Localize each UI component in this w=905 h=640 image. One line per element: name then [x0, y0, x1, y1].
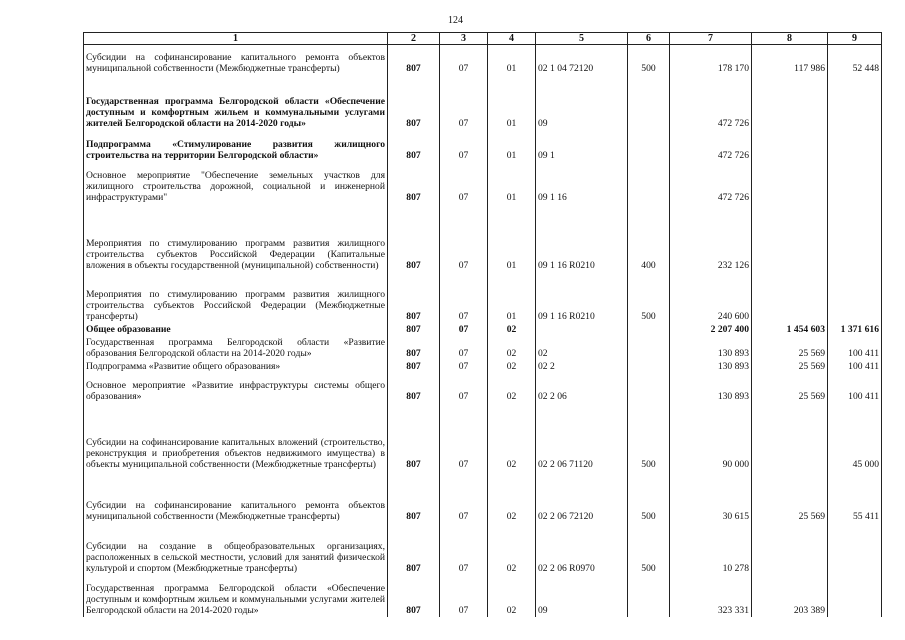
- row-cell-col3: 07: [440, 373, 488, 403]
- row-cell-col8: 25 569: [752, 336, 828, 360]
- row-cell-col7: 130 893: [670, 373, 752, 403]
- row-cell-col2: 807: [388, 204, 440, 272]
- row-cell-col4: 01: [488, 45, 536, 75]
- row-cell-col9: [828, 272, 882, 323]
- row-cell-col2: 807: [388, 45, 440, 75]
- row-cell-col3: 07: [440, 523, 488, 575]
- row-name-cell: Основное мероприятие «Развитие инфраструктуры системы общего образования»: [84, 373, 388, 403]
- row-cell-col3: 07: [440, 272, 488, 323]
- row-name-cell: Общее образование: [84, 323, 388, 336]
- row-cell-col7: 178 170: [670, 45, 752, 75]
- row-cell-col8: [752, 75, 828, 130]
- row-cell-col4: 01: [488, 130, 536, 162]
- row-cell-col2: 807: [388, 575, 440, 617]
- row-name-cell: Субсидии на софинансирование капитального ремонта объектов муниципальной собственности (Межбюджетные трансферты): [84, 45, 388, 75]
- col-header-8: 8: [752, 33, 828, 45]
- table-row: [84, 523, 882, 575]
- row-cell-col5: 09 1 16 R0210: [536, 204, 628, 272]
- row-cell-col3: 07: [440, 323, 488, 336]
- row-cell-col8: [752, 272, 828, 323]
- row-cell-col8: 25 569: [752, 373, 828, 403]
- row-cell-col4: 01: [488, 162, 536, 204]
- row-cell-col6: [628, 130, 670, 162]
- row-name-cell: Государственная программа Белгородской области «Обеспечение доступным и комфортным жильем и коммунальными услугами жителей Белгородской области на 2014-2020 годы»: [84, 575, 388, 617]
- row-cell-col9: 52 448: [828, 45, 882, 75]
- row-cell-col8: 1 454 603: [752, 323, 828, 336]
- row-cell-col8: 117 986: [752, 45, 828, 75]
- row-cell-col8: 25 569: [752, 360, 828, 373]
- table-row: [84, 373, 882, 403]
- row-cell-col3: 07: [440, 575, 488, 617]
- row-cell-col8: [752, 204, 828, 272]
- col-header-2: 2: [388, 33, 440, 45]
- table-row: [84, 336, 882, 360]
- row-cell-col7: 130 893: [670, 336, 752, 360]
- row-cell-col3: 07: [440, 360, 488, 373]
- row-cell-col7: 472 726: [670, 130, 752, 162]
- row-cell-col7: 472 726: [670, 75, 752, 130]
- row-cell-col9: 100 411: [828, 336, 882, 360]
- row-cell-col5: 02 2 06 R0970: [536, 523, 628, 575]
- row-cell-col7: 2 207 400: [670, 323, 752, 336]
- row-cell-col9: [828, 75, 882, 130]
- row-cell-col2: 807: [388, 403, 440, 471]
- row-name-cell: Государственная программа Белгородской области «Обеспечение доступным и комфортным жильем и коммунальными услугами жителей Белгородской области на 2014-2020 годы»: [84, 75, 388, 130]
- table-row: [84, 360, 882, 373]
- row-cell-col8: [752, 162, 828, 204]
- table-row: [84, 75, 882, 130]
- row-cell-col4: 01: [488, 75, 536, 130]
- row-cell-col8: [752, 523, 828, 575]
- row-cell-col4: 02: [488, 323, 536, 336]
- row-cell-col2: 807: [388, 75, 440, 130]
- row-cell-col3: 07: [440, 471, 488, 523]
- row-cell-col5: 09 1: [536, 130, 628, 162]
- row-cell-col5: 09: [536, 75, 628, 130]
- row-cell-col6: [628, 575, 670, 617]
- row-cell-col2: 807: [388, 373, 440, 403]
- table-row: [84, 272, 882, 323]
- row-cell-col3: 07: [440, 204, 488, 272]
- row-name-cell: Мероприятия по стимулированию программ развития жилищного строительства субъектов Российской Федерации (Межбюджетные трансферты): [84, 272, 388, 323]
- row-cell-col9: [828, 575, 882, 617]
- row-cell-col2: 807: [388, 162, 440, 204]
- row-cell-col9: 100 411: [828, 360, 882, 373]
- row-cell-col5: 02 2: [536, 360, 628, 373]
- row-cell-col8: [752, 130, 828, 162]
- row-cell-col4: 01: [488, 204, 536, 272]
- budget-table: [83, 32, 882, 617]
- row-cell-col2: 807: [388, 130, 440, 162]
- table-body: [84, 45, 882, 617]
- col-header-6: 6: [628, 33, 670, 45]
- row-cell-col6: 500: [628, 45, 670, 75]
- row-cell-col5: 09 1 16 R0210: [536, 272, 628, 323]
- row-cell-col9: 45 000: [828, 403, 882, 471]
- row-cell-col4: 02: [488, 373, 536, 403]
- row-cell-col8: 25 569: [752, 471, 828, 523]
- col-header-7: 7: [670, 33, 752, 45]
- row-cell-col4: 02: [488, 523, 536, 575]
- row-name-cell: Субсидии на софинансирование капитального ремонта объектов муниципальной собственности (Межбюджетные трансферты): [84, 471, 388, 523]
- row-cell-col8: 203 389: [752, 575, 828, 617]
- table-row: [84, 471, 882, 523]
- row-cell-col7: 472 726: [670, 162, 752, 204]
- row-cell-col3: 07: [440, 45, 488, 75]
- row-cell-col2: 807: [388, 336, 440, 360]
- table-header-row: [84, 33, 882, 45]
- col-header-9: 9: [828, 33, 882, 45]
- row-cell-col9: 55 411: [828, 471, 882, 523]
- table-row: [84, 162, 882, 204]
- row-cell-col4: 01: [488, 272, 536, 323]
- row-cell-col7: 130 893: [670, 360, 752, 373]
- row-cell-col5: 09 1 16: [536, 162, 628, 204]
- row-cell-col2: 807: [388, 272, 440, 323]
- row-name-cell: Мероприятия по стимулированию программ развития жилищного строительства субъектов Российской Федерации (Капитальные вложения в объекты государственной (муниципальной) собственности): [84, 204, 388, 272]
- row-cell-col2: 807: [388, 523, 440, 575]
- row-cell-col5: 02 1 04 72120: [536, 45, 628, 75]
- table-row: [84, 323, 882, 336]
- row-cell-col7: 10 278: [670, 523, 752, 575]
- row-cell-col5: [536, 323, 628, 336]
- row-cell-col7: 30 615: [670, 471, 752, 523]
- row-cell-col5: 02: [536, 336, 628, 360]
- row-cell-col3: 07: [440, 162, 488, 204]
- col-header-3: 3: [440, 33, 488, 45]
- row-cell-col2: 807: [388, 471, 440, 523]
- page-number: 124: [448, 15, 463, 26]
- row-cell-col3: 07: [440, 336, 488, 360]
- row-cell-col4: 02: [488, 336, 536, 360]
- table-row: [84, 130, 882, 162]
- row-name-cell: Субсидии на создание в общеобразовательных организациях, расположенных в сельской местности, условий для занятий физической культурой и спортом (Межбюджетные трансферты): [84, 523, 388, 575]
- row-cell-col2: 807: [388, 360, 440, 373]
- row-cell-col6: [628, 75, 670, 130]
- col-header-5: 5: [536, 33, 628, 45]
- row-cell-col3: 07: [440, 75, 488, 130]
- row-cell-col6: 500: [628, 471, 670, 523]
- row-cell-col5: 09: [536, 575, 628, 617]
- table-row: [84, 204, 882, 272]
- row-cell-col6: 500: [628, 523, 670, 575]
- row-cell-col9: [828, 204, 882, 272]
- row-cell-col4: 02: [488, 360, 536, 373]
- row-cell-col4: 02: [488, 471, 536, 523]
- row-cell-col6: 500: [628, 272, 670, 323]
- row-cell-col7: 90 000: [670, 403, 752, 471]
- row-cell-col5: 02 2 06 72120: [536, 471, 628, 523]
- row-cell-col6: 400: [628, 204, 670, 272]
- row-cell-col7: 323 331: [670, 575, 752, 617]
- row-cell-col4: 02: [488, 575, 536, 617]
- row-cell-col8: [752, 403, 828, 471]
- row-cell-col6: 500: [628, 403, 670, 471]
- row-cell-col6: [628, 373, 670, 403]
- col-header-4: 4: [488, 33, 536, 45]
- row-name-cell: Подпрограмма «Развитие общего образования»: [84, 360, 388, 373]
- row-cell-col9: [828, 162, 882, 204]
- col-header-1: 1: [84, 33, 388, 45]
- row-cell-col3: 07: [440, 130, 488, 162]
- row-name-cell: Основное мероприятие "Обеспечение земельных участков для жилищного строительства дорожной, социальной и инженерной инфраструктурами": [84, 162, 388, 204]
- table-row: [84, 575, 882, 617]
- row-cell-col9: [828, 523, 882, 575]
- row-cell-col9: [828, 130, 882, 162]
- row-cell-col6: [628, 162, 670, 204]
- row-cell-col6: [628, 336, 670, 360]
- row-cell-col5: 02 2 06 71120: [536, 403, 628, 471]
- row-cell-col6: [628, 360, 670, 373]
- table-row: [84, 403, 882, 471]
- row-cell-col3: 07: [440, 403, 488, 471]
- row-cell-col4: 02: [488, 403, 536, 471]
- row-name-cell: Субсидии на софинансирование капитальных вложений (строительство, реконструкция и приобретения объектов недвижимого имущества) в объекты муниципальной собственности (Межбюджетные трансферты): [84, 403, 388, 471]
- row-cell-col9: 100 411: [828, 373, 882, 403]
- row-name-cell: Подпрограмма «Стимулирование развития жилищного строительства на территории Белгородской области»: [84, 130, 388, 162]
- row-cell-col7: 232 126: [670, 204, 752, 272]
- row-cell-col6: [628, 323, 670, 336]
- row-name-cell: Государственная программа Белгородской области «Развитие образования Белгородской области на 2014-2020 годы»: [84, 336, 388, 360]
- table-row: [84, 45, 882, 75]
- row-cell-col7: 240 600: [670, 272, 752, 323]
- row-cell-col2: 807: [388, 323, 440, 336]
- row-cell-col5: 02 2 06: [536, 373, 628, 403]
- row-cell-col9: 1 371 616: [828, 323, 882, 336]
